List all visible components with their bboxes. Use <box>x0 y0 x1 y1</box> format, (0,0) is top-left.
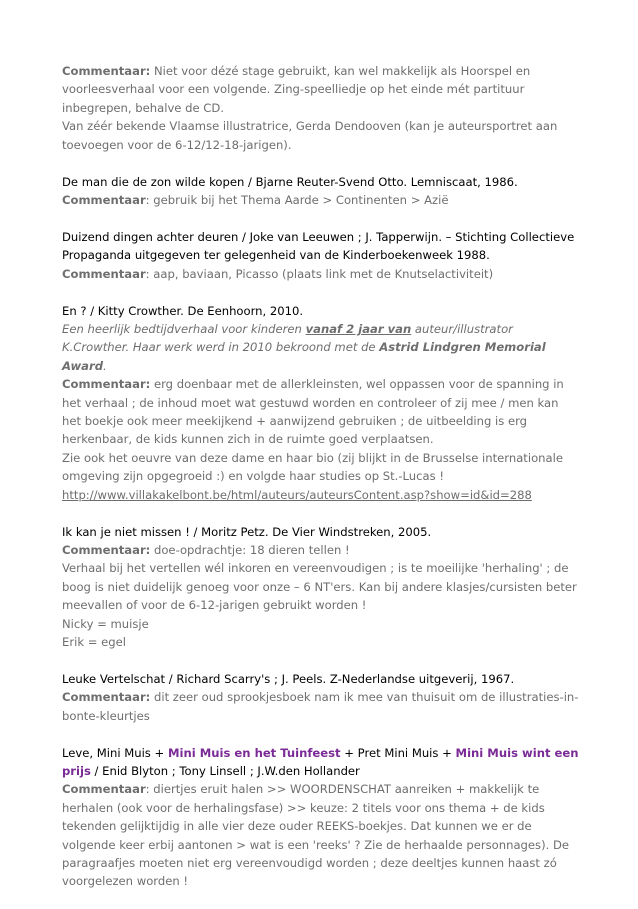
entry-de-man-die-de-zon <box>62 173 580 210</box>
comment-text: : gebruik bij het Thema Aarde > Continenten > Azië <box>145 192 449 207</box>
comment-paragraph <box>62 265 580 283</box>
comment-paragraph <box>62 541 580 559</box>
comment-paragraph <box>62 62 580 117</box>
award-name: Astrid Lindgren Memorial Award <box>62 340 546 373</box>
book-title: De man die de zon wilde kopen / Bjarne Reuter-Svend Otto. Lemniscaat, 1986. <box>62 174 518 189</box>
entry-mini-muis <box>62 744 580 891</box>
entry-duizend-dingen <box>62 228 580 283</box>
comment-label: Commentaar <box>62 192 146 207</box>
comment-label: Commentaar: <box>62 64 151 78</box>
title-part: + Pret Mini Muis + <box>340 745 456 760</box>
book-title: En ? / Kitty Crowther. De Eenhoorn, 2010. <box>62 303 304 318</box>
description-underlined: vanaf 2 jaar van <box>305 321 412 336</box>
title-part: Leve, Mini Muis + <box>62 745 168 760</box>
description-text: . <box>103 358 107 373</box>
comment-label: Commentaar <box>62 782 146 797</box>
link-paragraph <box>62 486 580 504</box>
document-page <box>62 62 580 909</box>
title-highlight: Mini Muis wint een prijs <box>62 745 579 778</box>
character-erik: Erik = egel <box>62 634 126 649</box>
comment-label: Commentaar: <box>62 377 151 392</box>
book-title <box>62 744 580 781</box>
comment-text: erg doenbaar met de allerkleinsten, wel oppassen voor de spanning in het verhaal ; de inhoud moet wat gestuwd worden en controleer of zij mee / men kan het boekje ook meer meekijkend + aanwijzend gebruiken ; de uitbeelding is erg herkenbaar, de kids kunnen zich in de ruimte goed verplaatsen. <box>62 377 564 447</box>
entry-en <box>62 302 580 504</box>
description-text: auteur/illustrator K.Crowther. Haar werk werd in 2010 bekroond met de <box>62 321 513 355</box>
author-link[interactable]: http://www.villakakelbont.be/html/auteurs/auteursContent.asp?show=id&id=288 <box>62 487 532 502</box>
comment-text: doe-opdrachtje: 18 dieren tellen ! <box>150 542 350 557</box>
title-highlight: Mini Muis en het Tuinfeest <box>167 745 341 760</box>
book-title: Leuke Vertelschat / Richard Scarry's ; J. Peels. Z-Nederlandse uitgeverij, 1967. <box>62 671 515 686</box>
comment-text: dit zeer oud sprookjesboek nam ik mee van thuisuit om de illustraties-in-bonte-kleurtjes <box>62 690 579 723</box>
entry-ik-kan-je-niet-missen <box>62 523 580 652</box>
book-description <box>62 320 580 375</box>
book-title: Duizend dingen achter deuren / Joke van Leeuwen ; J. Tapperwijn. – Stichting Collectieve Propaganda uitgegeven ter gelegenheid van de Kinderboekenweek 1988. <box>62 229 575 263</box>
comment-extra: Verhaal bij het vertellen wél inkoren en vereenvoudigen ; is te moeilijke 'herhaling' ; de boog is niet duidelijk genoeg voor onze – 6 NT'ers. Kan bij andere klasjes/cursisten beter meevallen of voor de 6-12-jarigen gebruikt worden ! <box>62 561 577 613</box>
comment-label: Commentaar <box>62 266 146 281</box>
entry-leuke-vertelschat <box>62 670 580 725</box>
comment-text: Niet voor dézé stage gebruikt, kan wel makkelijk als Hoorspel en voorleesverhaal voor een volgende. Zing-speelliedje op het einde mét partituur inbegrepen, behalve de CD. <box>62 64 531 115</box>
comment-text: : diertjes eruit halen >> WOORDENSCHAT aanreiken + makkelijk te herhalen (ook voor de herhalingsfase) >> keuze: 2 titels voor ons thema + de kids tekenden gelijktijdig in alle vier deze ouder REEKS-boekjes. Dat kunnen we er de volgende keer erbij aantonen > wat is een 'reeks' ? Zie de herhaalde personnages). De paragraafjes moeten niet erg vereenvoudigd worden ; deze deeltjes kunnen haast zó voorgelezen worden ! <box>62 782 570 889</box>
comment-extra: Zie ook het oeuvre van deze dame en haar bio (zij blijkt in de Brusselse internationale omgeving zijn opgegroeid :) en volgde haar studies op St.-Lucas ! <box>62 450 563 484</box>
title-part: / Enid Blyton ; Tony Linsell ; J.W.den Hollander <box>90 764 360 778</box>
entry-hoorspel <box>62 62 580 154</box>
comment-paragraph <box>62 688 580 725</box>
comment-paragraph <box>62 375 580 449</box>
comment-paragraph <box>62 780 580 890</box>
comment-label: Commentaar: <box>62 690 151 705</box>
comment-label: Commentaar: <box>62 542 151 557</box>
comment-extra: Van zéér bekende Vlaamse illustratrice, Gerda Dendooven (kan je auteursportret aan toevoegen voor de 6-12/12-18-jarigen). <box>62 119 558 152</box>
character-nicky: Nicky = muisje <box>62 616 149 631</box>
comment-text: : aap, baviaan, Picasso (plaats link met de Knutselactiviteit) <box>145 266 494 281</box>
comment-paragraph <box>62 191 580 209</box>
book-title: Ik kan je niet missen ! / Moritz Petz. De Vier Windstreken, 2005. <box>62 524 432 539</box>
description-text: Een heerlijk bedtijdverhaal voor kinderen <box>62 321 306 336</box>
